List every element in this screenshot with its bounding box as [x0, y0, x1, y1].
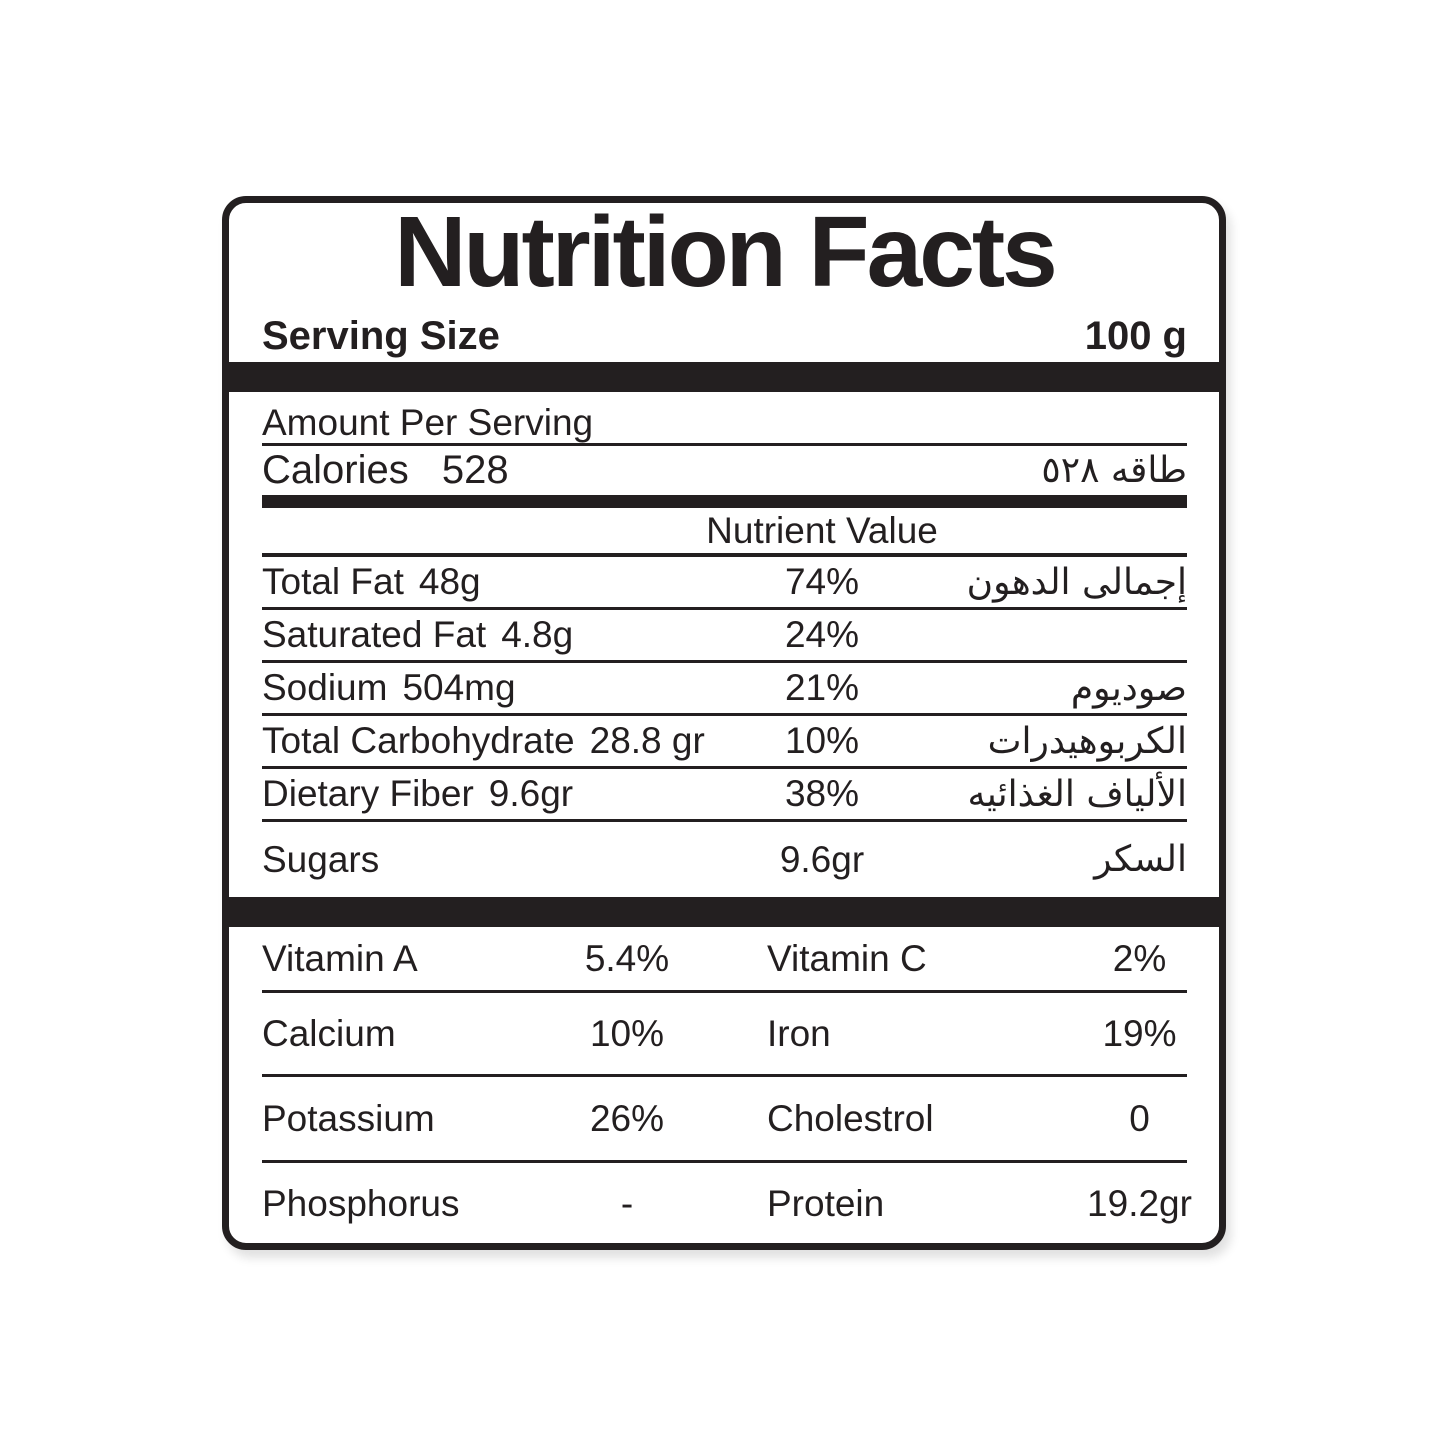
calories-value: 528 [441, 448, 509, 492]
micro-name: Calcium [262, 1012, 396, 1054]
nutrient-value-header: Nutrient Value [706, 509, 938, 551]
amount-per-serving-section [229, 392, 1219, 897]
micro-value: 19% [1102, 1012, 1177, 1054]
serving-size-label: Serving Size [262, 314, 500, 358]
calories-arabic: طاقه ٥٢٨ [1041, 450, 1187, 491]
nutrient-amount: 48g [418, 561, 481, 602]
serving-size-value: 100 g [1084, 314, 1187, 358]
micro-value: 19.2gr [1087, 1183, 1192, 1224]
micro-name: Phosphorus [262, 1183, 460, 1224]
nutrient-name-cell [262, 720, 752, 762]
table-row [262, 822, 1187, 897]
micro-name: Vitamin C [767, 937, 927, 979]
table-row [262, 557, 1187, 610]
nutrient-name: Total Fat [262, 561, 404, 602]
nutrient-amount: 9.6gr [488, 773, 574, 814]
nutrient-percent: 38% [784, 773, 860, 814]
nutrient-name: Saturated Fat [262, 614, 487, 655]
nutrition-facts-label [222, 196, 1226, 1250]
micro-name: Potassium [262, 1097, 435, 1139]
table-row [262, 610, 1187, 663]
calories-divider-bar [262, 495, 1187, 508]
nutrient-percent: 21% [784, 667, 860, 708]
micro-value: 5.4% [584, 937, 670, 979]
table-row [262, 1163, 1192, 1245]
micro-value: 10% [589, 1012, 665, 1054]
nutrient-percent: 24% [784, 614, 860, 655]
amount-per-serving-heading: Amount Per Serving [262, 392, 1187, 446]
nutrient-name-cell [262, 773, 752, 815]
nutrient-name-cell [262, 839, 752, 881]
table-row [262, 716, 1187, 769]
micro-value: 26% [589, 1097, 665, 1139]
micro-value: - [620, 1183, 634, 1224]
nutrient-percent: 9.6gr [779, 838, 865, 880]
nutrient-name: Dietary Fiber [262, 773, 474, 814]
nutrient-amount: 504mg [402, 667, 516, 708]
label-header [229, 196, 1219, 362]
nutrient-name: Sodium [262, 667, 388, 708]
table-row [262, 1077, 1187, 1163]
table-row [262, 769, 1187, 822]
nutrient-percent: 10% [784, 720, 860, 761]
nutrient-arabic: صوديوم [1070, 667, 1187, 709]
micro-name: Vitamin A [262, 937, 418, 979]
table-row [262, 993, 1187, 1077]
nutrient-amount: 28.8 gr [589, 720, 705, 761]
nutrient-percent: 74% [784, 561, 860, 602]
calories-left [262, 448, 509, 493]
micronutrient-section [229, 927, 1219, 1245]
micro-name: Protein [767, 1183, 885, 1224]
nutrient-name: Total Carbohydrate [262, 720, 575, 761]
micro-name: Cholestrol [767, 1097, 934, 1139]
separator-band-top [229, 362, 1219, 392]
nutrient-amount: 4.8g [501, 614, 574, 655]
calories-label: Calories [262, 448, 409, 492]
calories-row [262, 446, 1187, 495]
nutrient-arabic: إجمالى الدهون [966, 561, 1187, 603]
nutrient-name-cell [262, 561, 752, 603]
nutrient-name-cell [262, 614, 752, 656]
table-row [262, 663, 1187, 716]
nutrient-value-header-row [262, 508, 1187, 557]
micro-value: 2% [1112, 937, 1167, 979]
nutrient-arabic: الألياف الغذائيه [967, 773, 1187, 815]
table-row [262, 927, 1187, 993]
nutrient-arabic: السكر [1094, 839, 1187, 880]
micro-value: 0 [1129, 1097, 1150, 1139]
serving-size-row [262, 314, 1187, 362]
micro-name: Iron [767, 1012, 831, 1054]
nutrient-name-cell [262, 667, 752, 709]
nutrient-arabic: الكربوهيدرات [987, 720, 1187, 762]
nutrient-name: Sugars [262, 838, 380, 880]
label-title: Nutrition Facts [394, 196, 1055, 308]
separator-band-bottom [229, 897, 1219, 927]
